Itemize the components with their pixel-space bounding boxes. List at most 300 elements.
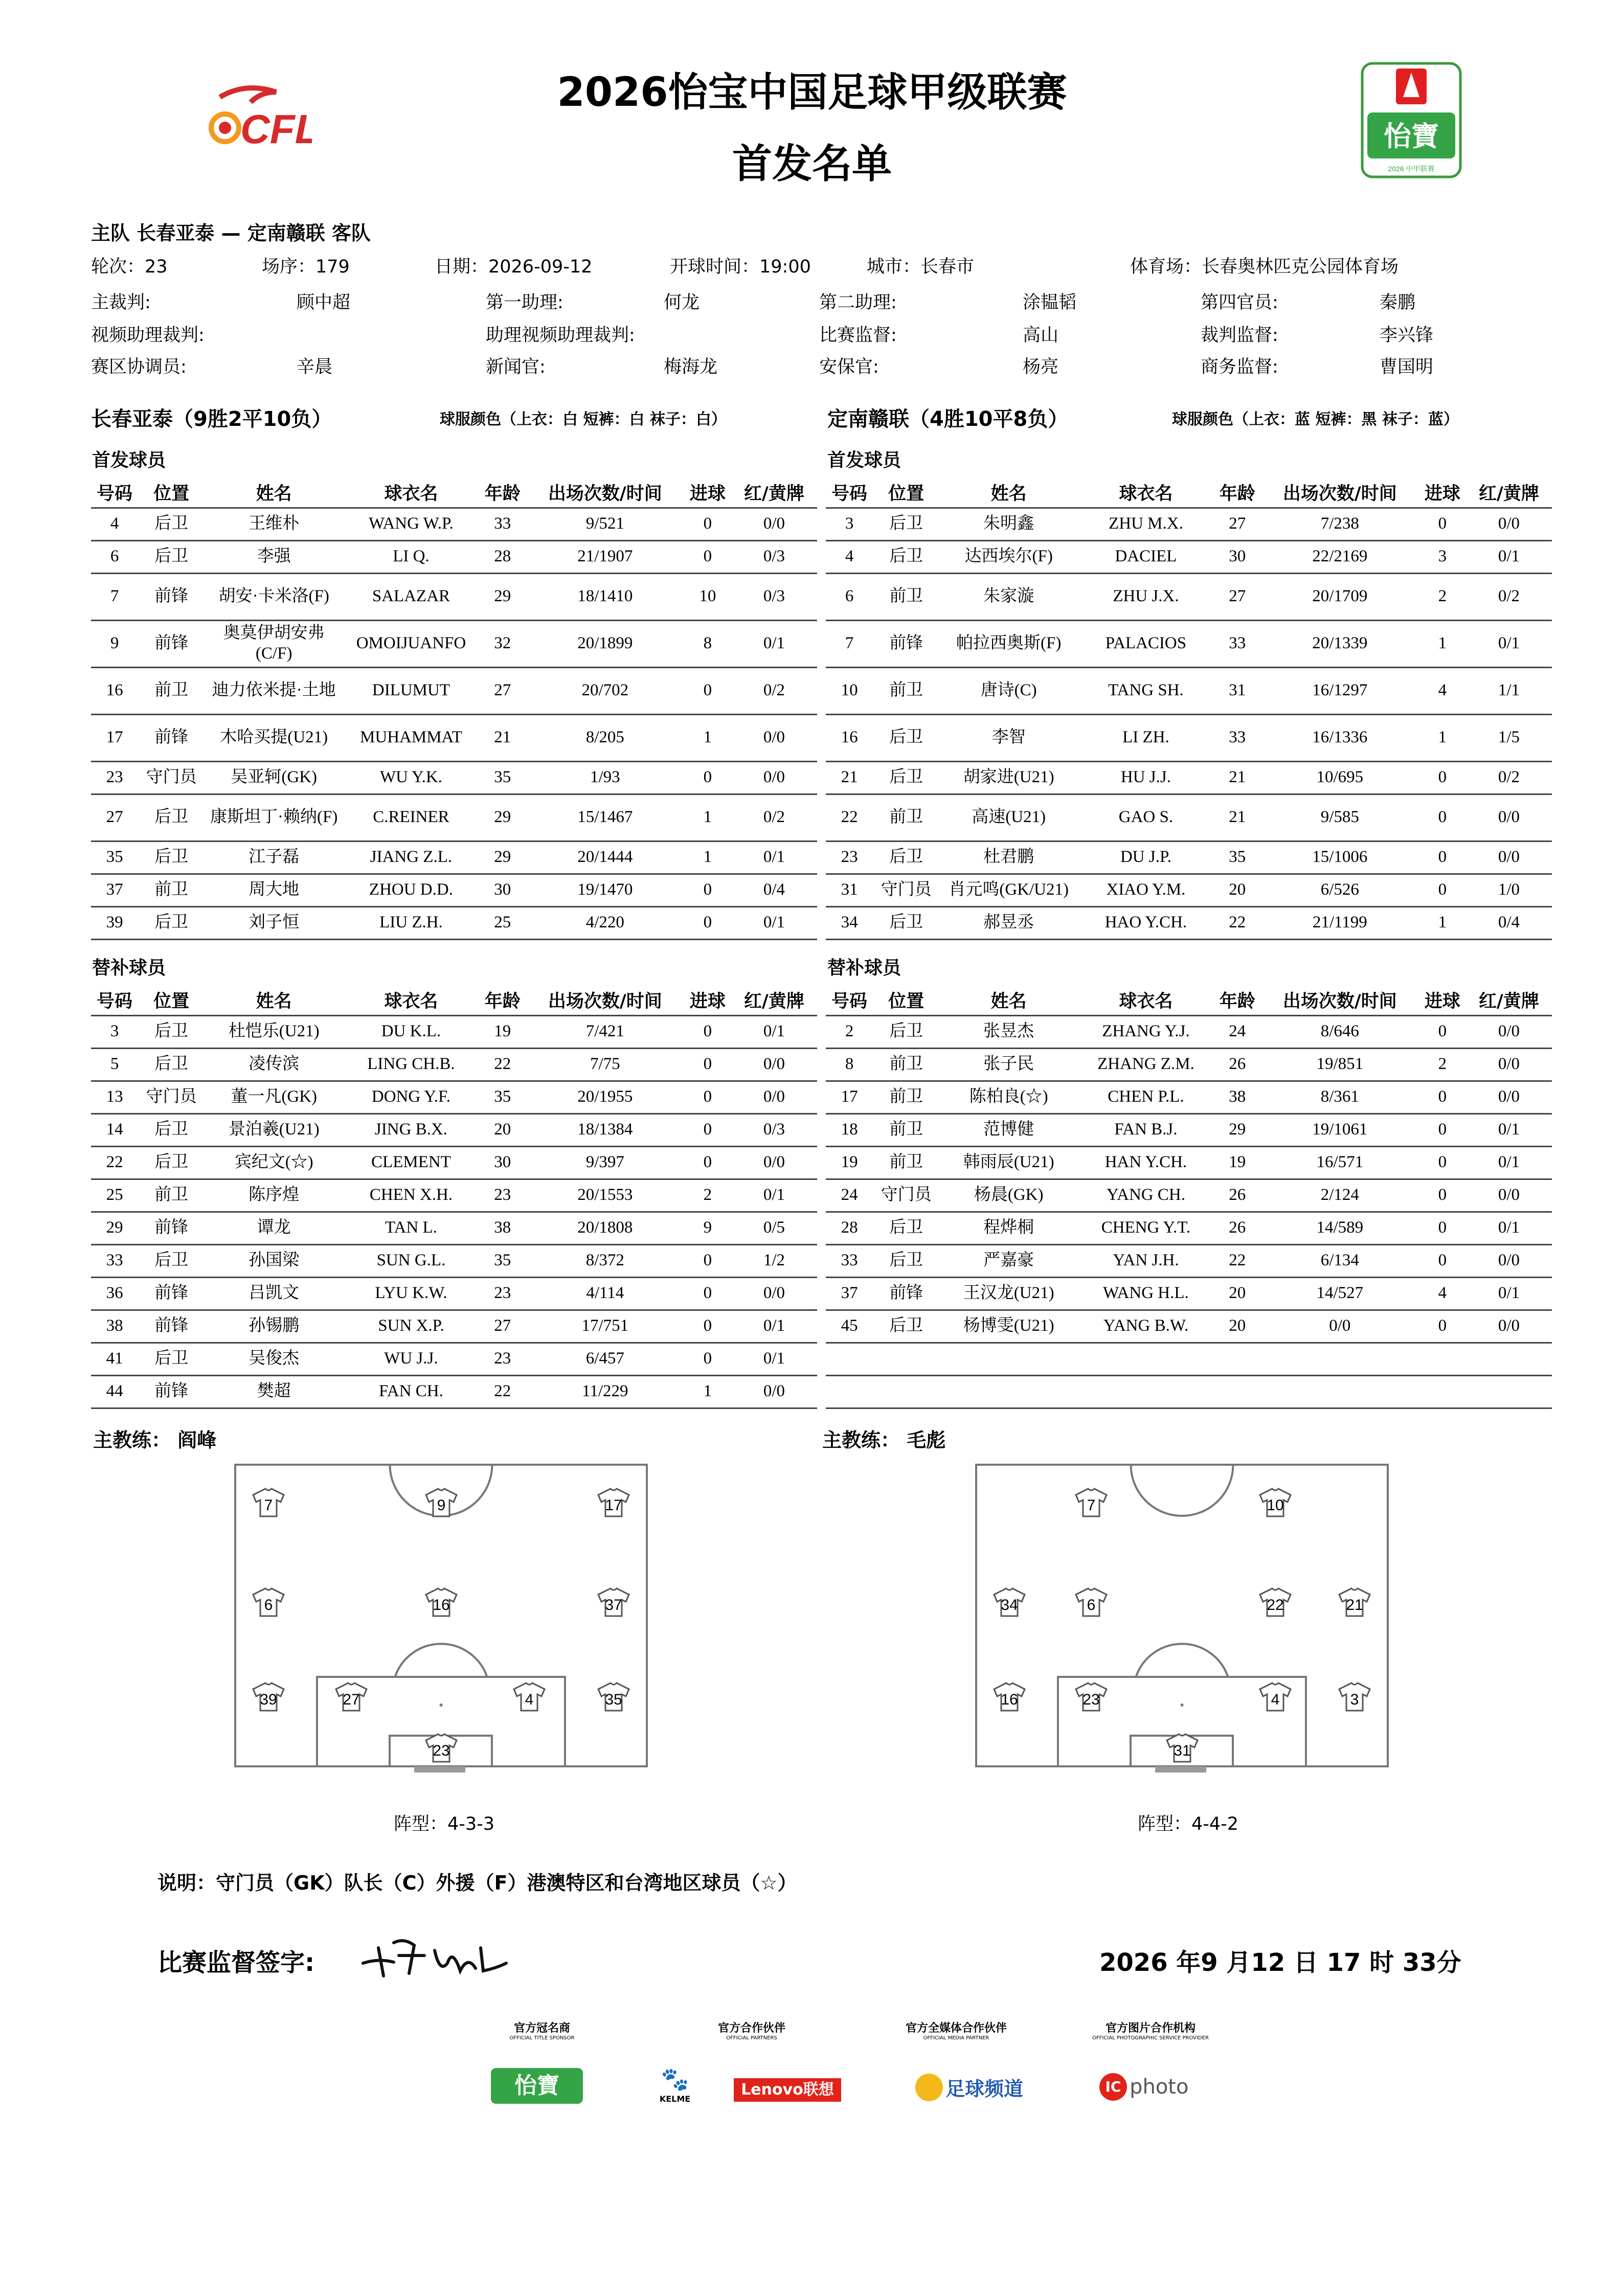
cell-position: 前锋 [138, 1310, 205, 1343]
cell-shirt-name: DU J.P. [1078, 841, 1214, 874]
cell-position: 后卫 [138, 906, 205, 939]
cell-appearances: 7/75 [526, 1048, 684, 1081]
cell-position: 前卫 [873, 1048, 939, 1081]
cell-cards: 0/1 [731, 1015, 817, 1048]
cell-number: 44 [91, 1375, 138, 1408]
cell-number: 14 [91, 1113, 138, 1146]
cell-appearances: 20/702 [526, 667, 684, 714]
cell-appearances: 20/1444 [526, 841, 684, 874]
cell-shirt-name: FAN B.J. [1078, 1113, 1214, 1146]
cell-name: 孙国梁 [205, 1244, 343, 1277]
cell-age: 20 [1214, 874, 1261, 906]
player-row [91, 667, 817, 714]
cell-age: 20 [479, 1113, 526, 1146]
column-header: 红/黄牌 [731, 478, 817, 508]
cell-goals: 3 [1419, 540, 1466, 573]
cell-shirt-name: YANG CH. [1078, 1179, 1214, 1212]
cell-goals: 0 [1419, 1081, 1466, 1113]
yibao-logo: 怡寶 [491, 2068, 583, 2104]
cell-number: 16 [91, 667, 138, 714]
cell-position: 前锋 [138, 573, 205, 620]
cell-goals: 0 [684, 761, 731, 794]
player-shirt-number: 31 [1174, 1742, 1191, 1759]
cell-goals: 0 [1419, 1310, 1466, 1343]
home-coach: 主教练： 阎峰 [93, 1429, 217, 1451]
cell-name: 孙锡鹏 [205, 1310, 343, 1343]
cell-goals: 0 [1419, 508, 1466, 540]
cell-name: 董一凡(GK) [205, 1081, 343, 1113]
cell-position: 后卫 [873, 1244, 939, 1277]
cell-age: 23 [479, 1179, 526, 1212]
cell-name: 陈序煌 [205, 1179, 343, 1212]
cell-age: 21 [1214, 761, 1261, 794]
cell-cards: 0/0 [1466, 1179, 1552, 1212]
svg-text:CFL: CFL [240, 106, 312, 152]
column-header: 位置 [873, 478, 939, 508]
cell-name: 景泊羲(U21) [205, 1113, 343, 1146]
partner-title: 官方冠名商 OFFICIAL TITLE SPONSOR [509, 2022, 575, 2041]
player-shirt-number: 6 [264, 1597, 273, 1613]
cell-number: 23 [826, 841, 873, 874]
cell-goals: 0 [684, 667, 731, 714]
player-shirt-number: 16 [433, 1597, 450, 1613]
cell-position: 前锋 [873, 1277, 939, 1310]
player-shirt-number: 10 [1267, 1497, 1284, 1514]
cell-name: 朱明鑫 [939, 508, 1078, 540]
cell-goals: 0 [684, 1113, 731, 1146]
cell-name: 范博健 [939, 1113, 1078, 1146]
cell-cards: 0/3 [731, 540, 817, 573]
cell-age: 30 [479, 874, 526, 906]
cell-number: 27 [91, 794, 138, 841]
cell-age: 21 [1214, 794, 1261, 841]
cell-appearances: 9/521 [526, 508, 684, 540]
official-label: 主裁判: [91, 292, 151, 313]
away-subs-label: 替补球员 [827, 958, 901, 979]
cell-cards: 0/0 [1466, 1015, 1552, 1048]
cell-shirt-name: LIU Z.H. [343, 906, 479, 939]
cell-position: 前卫 [873, 794, 939, 841]
column-header: 出场次数/时间 [526, 986, 684, 1015]
document-subtitle: 首发名单 [732, 141, 892, 187]
column-header: 球衣名 [1078, 478, 1214, 508]
cell-name: 奥莫伊胡安弗(C/F) [205, 620, 343, 667]
cell-goals: 0 [684, 540, 731, 573]
cell-goals: 8 [684, 620, 731, 667]
player-row [826, 714, 1552, 761]
cell-number: 35 [91, 841, 138, 874]
column-header: 位置 [138, 478, 205, 508]
player-shirt-number: 22 [1267, 1597, 1284, 1613]
cell-age: 35 [479, 761, 526, 794]
cell-goals: 0 [1419, 1113, 1466, 1146]
player-row [826, 1146, 1552, 1179]
cell-cards: 0/0 [731, 714, 817, 761]
cell-goals: 1 [684, 794, 731, 841]
away-formation-pitch [974, 1462, 1390, 1774]
cell-cards: 0/1 [1466, 1277, 1552, 1310]
cell-goals: 0 [684, 906, 731, 939]
cell-position: 后卫 [138, 1113, 205, 1146]
cell-number: 7 [826, 620, 873, 667]
player-row [91, 761, 817, 794]
cell-name: 刘子恒 [205, 906, 343, 939]
cell-age: 38 [1214, 1081, 1261, 1113]
cell-position: 前卫 [138, 874, 205, 906]
player-shirt-number: 34 [1001, 1597, 1018, 1613]
cell-age: 29 [479, 841, 526, 874]
cell-cards: 0/1 [731, 1343, 817, 1375]
player-row [91, 620, 817, 667]
cell-cards: 0/1 [731, 906, 817, 939]
cell-age: 22 [479, 1375, 526, 1408]
cell-age: 33 [1214, 714, 1261, 761]
partner-title: 官方全媒体合作伙伴 OFFICIAL MEDIA PARTNER [905, 2022, 1007, 2041]
away-kit-colors: 球服颜色（上衣：蓝 短裤：黑 袜子：蓝） [1172, 411, 1459, 428]
player-row [826, 1179, 1552, 1212]
cell-number: 3 [91, 1015, 138, 1048]
cell-goals: 0 [684, 1277, 731, 1310]
cell-name: 肖元鸣(GK/U21) [939, 874, 1078, 906]
cell-number: 37 [826, 1277, 873, 1310]
cell-age: 26 [1214, 1179, 1261, 1212]
cell-position: 前卫 [873, 667, 939, 714]
cell-cards: 1/0 [1466, 874, 1552, 906]
cell-appearances: 20/1955 [526, 1081, 684, 1113]
cell-shirt-name: YANG B.W. [1078, 1310, 1214, 1343]
cell-goals: 0 [1419, 1244, 1466, 1277]
cell-cards: 0/1 [731, 620, 817, 667]
column-header: 号码 [91, 986, 138, 1015]
player-row [826, 1113, 1552, 1146]
away-team-name: 定南赣联（4胜10平8负） [827, 407, 1069, 431]
round: 轮次：23 [91, 257, 168, 277]
cell-appearances: 15/1467 [526, 794, 684, 841]
cell-cards: 0/1 [1466, 1113, 1552, 1146]
cell-name: 陈柏良(☆) [939, 1081, 1078, 1113]
lenovo-logo: Lenovo联想 [734, 2078, 841, 2102]
cell-goals: 2 [1419, 1048, 1466, 1081]
cell-goals: 0 [1419, 1212, 1466, 1244]
cell-age: 31 [1214, 667, 1261, 714]
cell-appearances: 0/0 [1261, 1310, 1419, 1343]
column-header: 出场次数/时间 [1261, 478, 1419, 508]
home-team-name: 长春亚泰（9胜2平10负） [91, 407, 332, 431]
official-value: 顾中超 [297, 292, 351, 313]
cell-goals: 0 [1419, 841, 1466, 874]
player-row [91, 1015, 817, 1048]
cell-age: 19 [1214, 1146, 1261, 1179]
away-coach: 主教练： 毛彪 [822, 1429, 946, 1451]
cell-name: 江子磊 [205, 841, 343, 874]
cell-shirt-name: C.REINER [343, 794, 479, 841]
cell-number: 23 [91, 761, 138, 794]
cell-name: 康斯坦丁·赖纳(F) [205, 794, 343, 841]
signature-label: 比赛监督签字: [157, 1948, 315, 1977]
player-row [826, 573, 1552, 620]
cell-goals: 2 [1419, 573, 1466, 620]
cell-shirt-name: DILUMUT [343, 667, 479, 714]
cell-number: 5 [91, 1048, 138, 1081]
cell-name: 谭龙 [205, 1212, 343, 1244]
cell-goals: 1 [684, 1375, 731, 1408]
cell-number: 25 [91, 1179, 138, 1212]
cell-age: 22 [1214, 1244, 1261, 1277]
cell-appearances: 9/585 [1261, 794, 1419, 841]
official-value: 杨亮 [1023, 357, 1059, 377]
partner-title: 官方图片合作机构 OFFICIAL PHOTOGRAPHIC SERVICE PROVIDER [1092, 2022, 1209, 2041]
cell-shirt-name: CLEMENT [343, 1146, 479, 1179]
kickoff-time: 开球时间：19:00 [670, 257, 811, 277]
svg-text:怡寶: 怡寶 [1384, 121, 1439, 152]
cell-shirt-name: WU Y.K. [343, 761, 479, 794]
cell-shirt-name: YAN J.H. [1078, 1244, 1214, 1277]
cell-shirt-name: DACIEL [1078, 540, 1214, 573]
cell-appearances: 20/1899 [526, 620, 684, 667]
cell-name: 帕拉西奥斯(F) [939, 620, 1078, 667]
away-starters-label: 首发球员 [827, 450, 901, 471]
cell-age: 29 [479, 573, 526, 620]
cell-shirt-name: ZHOU D.D. [343, 874, 479, 906]
cell-number: 22 [826, 794, 873, 841]
cell-appearances: 4/114 [526, 1277, 684, 1310]
cell-position: 后卫 [138, 1244, 205, 1277]
cell-position: 守门员 [138, 761, 205, 794]
cell-shirt-name: XIAO Y.M. [1078, 874, 1214, 906]
cell-cards: 0/2 [1466, 761, 1552, 794]
player-row [91, 1343, 817, 1375]
cell-shirt-name: LI Q. [343, 540, 479, 573]
cell-shirt-name: GAO S. [1078, 794, 1214, 841]
cell-age: 27 [479, 667, 526, 714]
cell-cards: 0/0 [731, 508, 817, 540]
cell-appearances: 8/361 [1261, 1081, 1419, 1113]
cell-shirt-name: TAN L. [343, 1212, 479, 1244]
cell-appearances: 7/421 [526, 1015, 684, 1048]
cell-cards: 0/2 [1466, 573, 1552, 620]
cell-name: 唐诗(C) [939, 667, 1078, 714]
cfl-logo [189, 82, 312, 153]
official-label: 第四官员: [1201, 292, 1278, 313]
official-label: 助理视频助理裁判: [486, 325, 635, 346]
cell-position: 前卫 [873, 1146, 939, 1179]
cell-name: 王汉龙(U21) [939, 1277, 1078, 1310]
match-teams: 主队 长春亚泰 — 定南赣联 客队 [91, 222, 371, 244]
cell-shirt-name: JING B.X. [343, 1113, 479, 1146]
cell-number: 31 [826, 874, 873, 906]
cell-appearances: 16/1336 [1261, 714, 1419, 761]
column-header: 号码 [91, 478, 138, 508]
official-value: 何龙 [664, 292, 700, 313]
cell-position: 前锋 [138, 620, 205, 667]
cell-cards: 0/1 [1466, 1212, 1552, 1244]
cell-cards: 0/1 [1466, 1146, 1552, 1179]
cell-position: 后卫 [873, 714, 939, 761]
cell-shirt-name: LING CH.B. [343, 1048, 479, 1081]
player-row [826, 667, 1552, 714]
player-row [826, 540, 1552, 573]
player-row [91, 874, 817, 906]
cell-position: 后卫 [138, 508, 205, 540]
cell-goals: 0 [684, 1048, 731, 1081]
cell-shirt-name: DU K.L. [343, 1015, 479, 1048]
player-shirt-number: 4 [1271, 1691, 1280, 1708]
column-header: 球衣名 [1078, 986, 1214, 1015]
column-header: 姓名 [939, 986, 1078, 1015]
cell-name: 吴俊杰 [205, 1343, 343, 1375]
column-header: 号码 [826, 478, 873, 508]
cell-goals: 1 [1419, 620, 1466, 667]
cell-age: 22 [1214, 906, 1261, 939]
player-row [826, 1310, 1552, 1343]
cell-number: 9 [91, 620, 138, 667]
cell-age: 38 [479, 1212, 526, 1244]
cell-appearances: 7/238 [1261, 508, 1419, 540]
cell-age: 29 [1214, 1113, 1261, 1146]
player-row [91, 1244, 817, 1277]
cell-position: 守门员 [138, 1081, 205, 1113]
ic-photo-logo: IC photo [1099, 2073, 1188, 2109]
cell-age: 30 [479, 1146, 526, 1179]
cell-shirt-name: JIANG Z.L. [343, 841, 479, 874]
official-value: 辛晨 [297, 357, 333, 377]
cell-number: 2 [826, 1015, 873, 1048]
player-shirt-number: 27 [343, 1691, 360, 1708]
match-number: 场序：179 [262, 257, 350, 277]
column-header: 位置 [138, 986, 205, 1015]
cell-position: 后卫 [873, 540, 939, 573]
cell-position: 前锋 [138, 714, 205, 761]
cell-age: 21 [479, 714, 526, 761]
cell-name: 胡安·卡米洛(F) [205, 573, 343, 620]
official-value: 高山 [1023, 325, 1059, 346]
home-starters-table [91, 478, 817, 940]
cell-goals: 1 [684, 841, 731, 874]
cell-shirt-name: SUN G.L. [343, 1244, 479, 1277]
cell-position: 后卫 [873, 1310, 939, 1343]
column-header: 红/黄牌 [1466, 478, 1552, 508]
cell-number: 6 [91, 540, 138, 573]
cell-position: 前卫 [138, 1179, 205, 1212]
cell-age: 33 [1214, 620, 1261, 667]
player-row [826, 1277, 1552, 1310]
cell-shirt-name: SALAZAR [343, 573, 479, 620]
cell-appearances: 16/571 [1261, 1146, 1419, 1179]
column-header: 进球 [684, 478, 731, 508]
cell-name: 张昱杰 [939, 1015, 1078, 1048]
cell-number: 17 [91, 714, 138, 761]
cell-cards: 0/0 [731, 1146, 817, 1179]
column-header: 球衣名 [343, 986, 479, 1015]
cell-age: 22 [479, 1048, 526, 1081]
cell-position: 后卫 [873, 508, 939, 540]
cell-cards: 0/4 [731, 874, 817, 906]
cell-name: 高速(U21) [939, 794, 1078, 841]
official-value: 秦鹏 [1380, 292, 1416, 313]
cell-name: 木哈买提(U21) [205, 714, 343, 761]
cell-goals: 0 [684, 1310, 731, 1343]
cell-appearances: 20/1339 [1261, 620, 1419, 667]
cell-appearances: 19/1061 [1261, 1113, 1419, 1146]
cell-shirt-name: TANG SH. [1078, 667, 1214, 714]
cell-appearances: 21/1199 [1261, 906, 1419, 939]
cell-appearances: 20/1808 [526, 1212, 684, 1244]
official-label: 安保官: [819, 357, 879, 377]
cell-number: 38 [91, 1310, 138, 1343]
cell-age: 24 [1214, 1015, 1261, 1048]
column-header: 出场次数/时间 [526, 478, 684, 508]
player-row [91, 1081, 817, 1113]
official-value: 涂韫韬 [1023, 292, 1077, 313]
column-header: 年龄 [479, 986, 526, 1015]
player-row [91, 794, 817, 841]
cell-number: 45 [826, 1310, 873, 1343]
player-shirt-number: 23 [433, 1742, 450, 1759]
supervisor-signature [358, 1927, 511, 1984]
column-header: 号码 [826, 986, 873, 1015]
kelme-logo: 🐾 KELME [659, 2066, 691, 2104]
cell-appearances: 8/205 [526, 714, 684, 761]
cell-number: 4 [826, 540, 873, 573]
player-row [91, 573, 817, 620]
cell-goals: 0 [1419, 874, 1466, 906]
cell-cards: 0/3 [731, 1113, 817, 1146]
away-formation: 阵型：4-4-2 [1138, 1814, 1239, 1834]
player-row [826, 841, 1552, 874]
cell-name: 韩雨辰(U21) [939, 1146, 1078, 1179]
cell-cards: 0/5 [731, 1212, 817, 1244]
cell-shirt-name: DONG Y.F. [343, 1081, 479, 1113]
cell-name: 李智 [939, 714, 1078, 761]
cell-appearances: 20/1709 [1261, 573, 1419, 620]
cell-shirt-name: HAN Y.CH. [1078, 1146, 1214, 1179]
cell-age: 35 [479, 1244, 526, 1277]
cell-position: 前锋 [138, 1277, 205, 1310]
cell-position: 前锋 [138, 1212, 205, 1244]
cell-position: 守门员 [873, 1179, 939, 1212]
cell-age: 23 [479, 1277, 526, 1310]
empty-row [826, 1343, 1552, 1375]
partner-title: 官方合作伙伴 OFFICIAL PARTNERS [717, 2022, 785, 2041]
cell-name: 吕凯文 [205, 1277, 343, 1310]
cell-cards: 0/2 [731, 794, 817, 841]
cell-age: 26 [1214, 1212, 1261, 1244]
column-header: 姓名 [205, 986, 343, 1015]
cell-name: 吴亚轲(GK) [205, 761, 343, 794]
cell-cards: 0/1 [1466, 540, 1552, 573]
cell-cards: 1/1 [1466, 667, 1552, 714]
player-row [91, 1146, 817, 1179]
cell-goals: 0 [1419, 1146, 1466, 1179]
cell-number: 16 [826, 714, 873, 761]
cell-shirt-name: LYU K.W. [343, 1277, 479, 1310]
cell-shirt-name: HU J.J. [1078, 761, 1214, 794]
player-row [91, 508, 817, 540]
cell-goals: 1 [1419, 714, 1466, 761]
cell-position: 前卫 [873, 1113, 939, 1146]
column-header: 进球 [1419, 478, 1466, 508]
official-value: 李兴锋 [1380, 325, 1434, 346]
column-header: 姓名 [205, 478, 343, 508]
cell-appearances: 9/397 [526, 1146, 684, 1179]
cell-goals: 9 [684, 1212, 731, 1244]
player-shirt-number: 4 [525, 1691, 534, 1708]
sponsor-logo [1360, 61, 1462, 179]
player-shirt-number: 9 [437, 1497, 446, 1514]
cell-shirt-name: WU J.J. [343, 1343, 479, 1375]
column-header: 球衣名 [343, 478, 479, 508]
player-row [826, 620, 1552, 667]
